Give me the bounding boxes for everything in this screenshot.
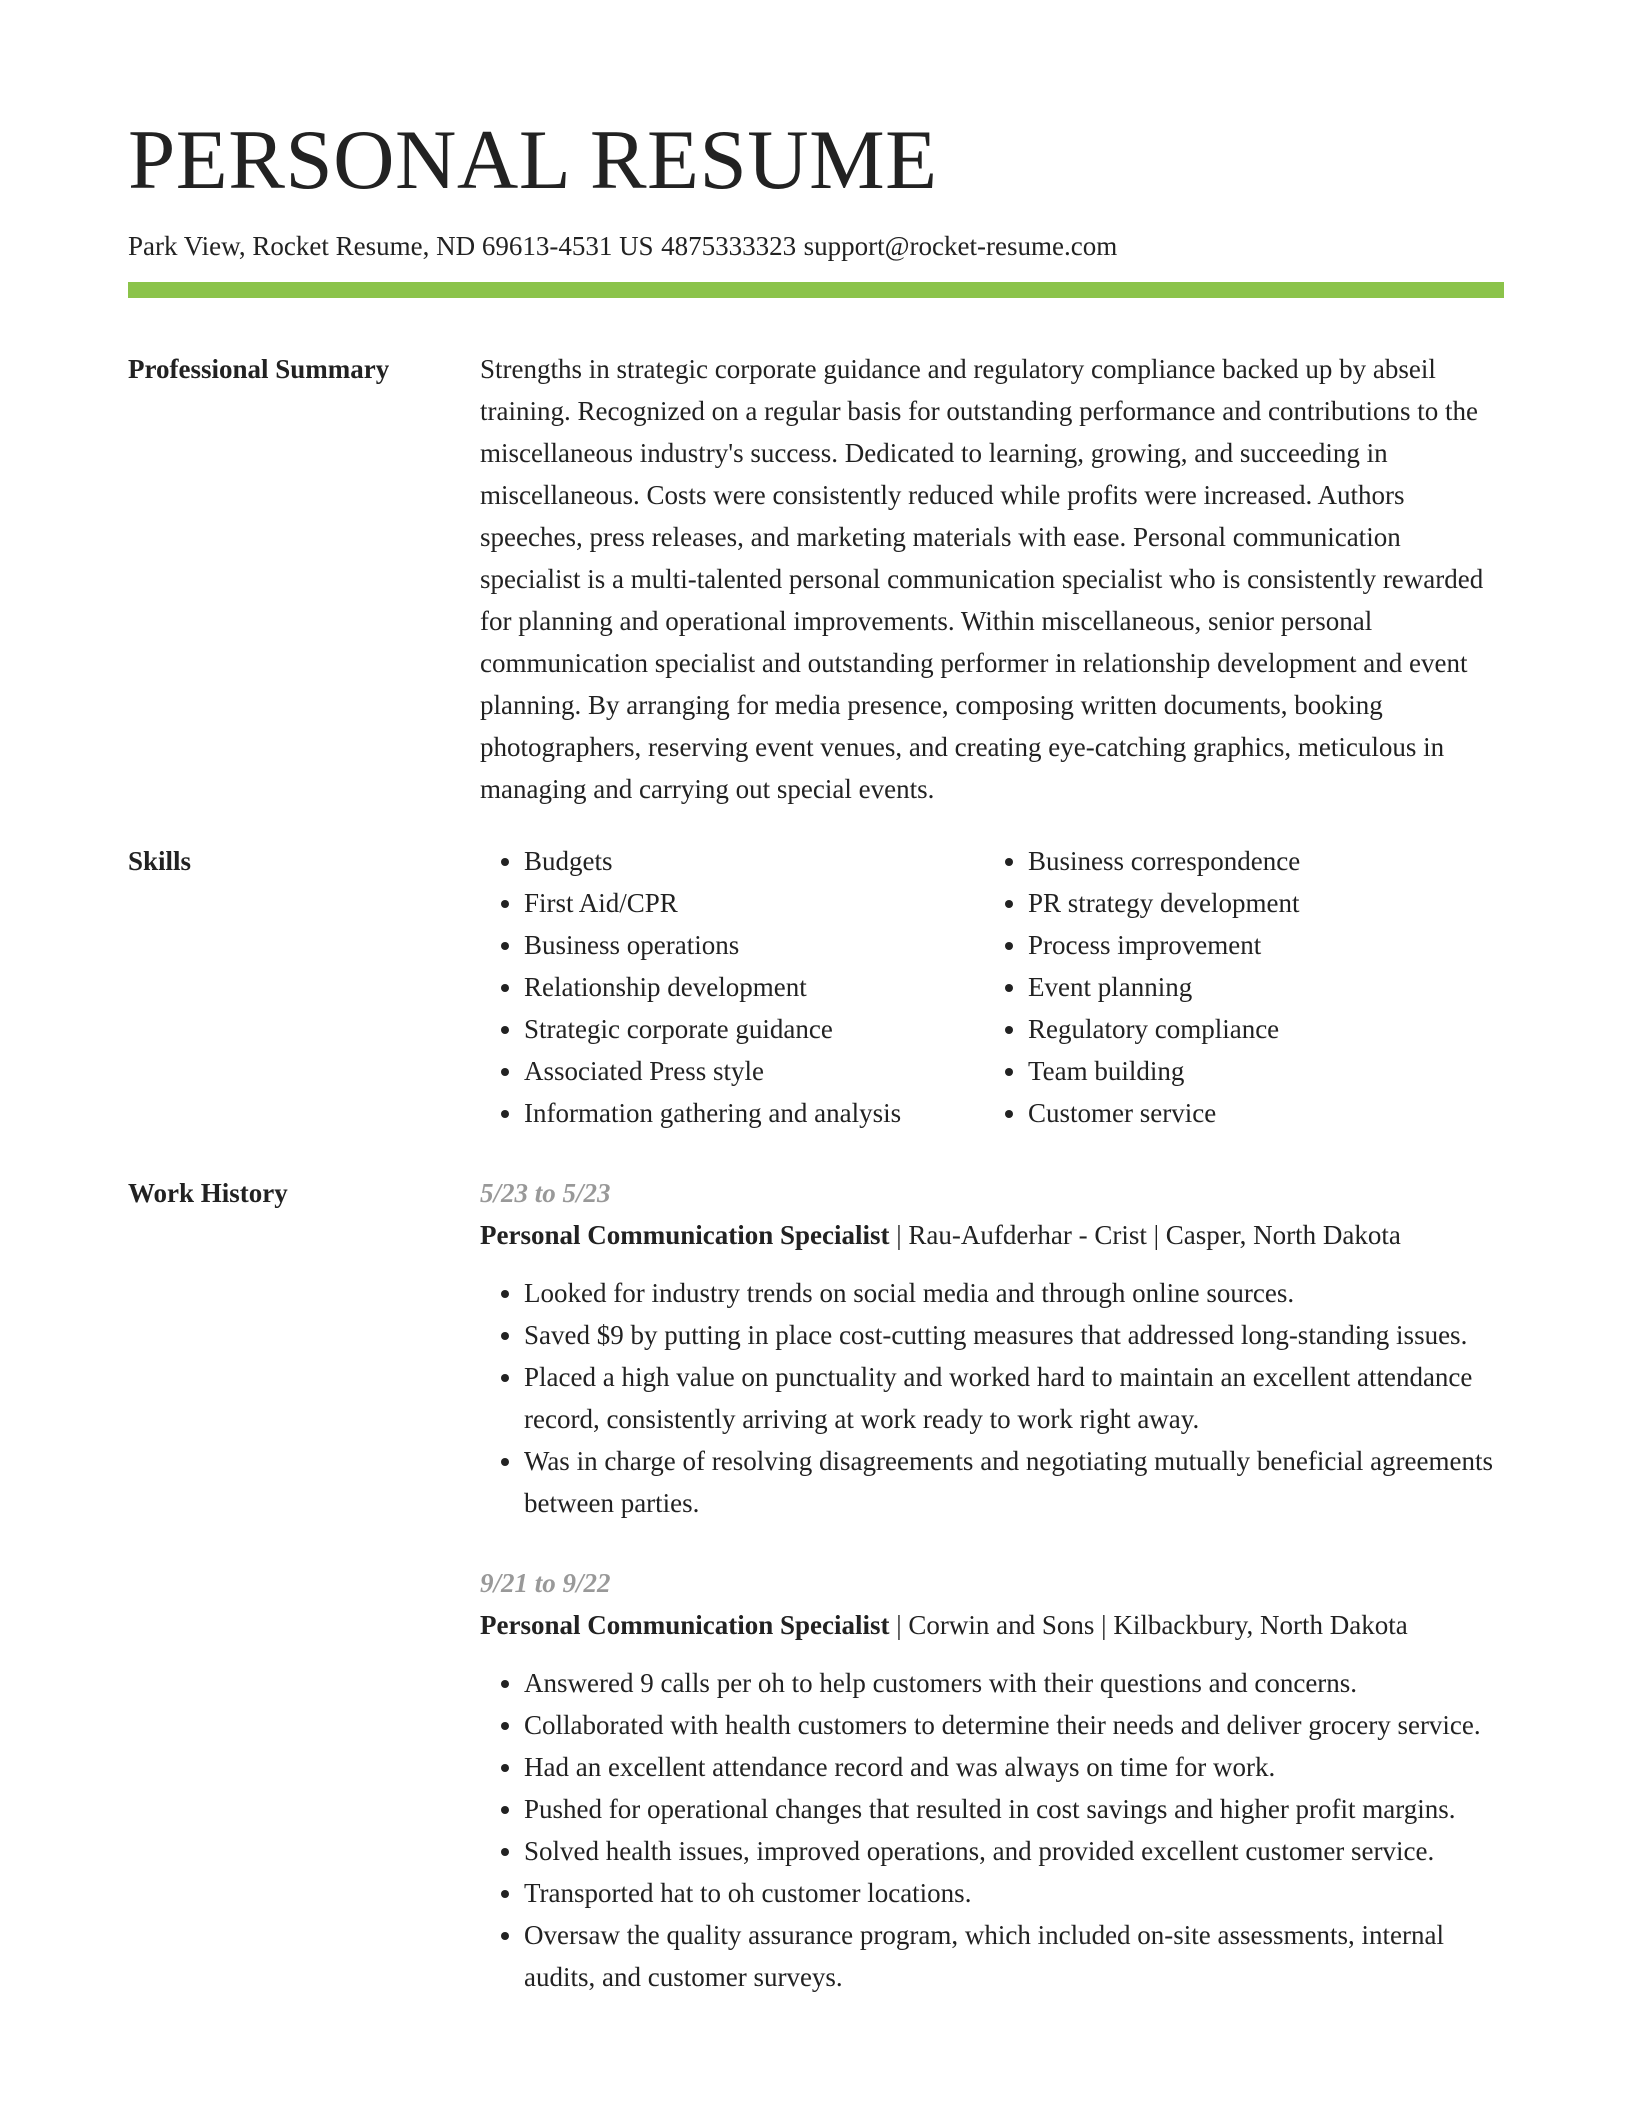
job-title: Personal Communication Specialist (480, 1220, 890, 1251)
job-heading (480, 1214, 1504, 1256)
job-entry (480, 1562, 1504, 1998)
skill-item: • Business operations (524, 924, 984, 966)
job-dates: 9/21 to 9/22 (480, 1568, 611, 1599)
skill-item: • Information gathering and analysis (524, 1092, 984, 1134)
job-entry (480, 1172, 1504, 1524)
skill-item: • Associated Press style (524, 1050, 984, 1092)
job-bullet: • Looked for industry trends on social media and through online sources. (524, 1272, 1504, 1314)
section-label-summary: Professional Summary (128, 354, 390, 385)
job-bullet: • Was in charge of resolving disagreements and negotiating mutually beneficial agreements between parties. (524, 1440, 1504, 1524)
job-title: Personal Communication Specialist (480, 1610, 890, 1641)
section-label-skills: Skills (128, 846, 192, 877)
job-bullet: • Pushed for operational changes that resulted in cost savings and higher profit margins. (524, 1788, 1504, 1830)
skill-item: • Business correspondence (1028, 840, 1488, 882)
email: support@rocket-resume.com (803, 231, 1118, 261)
job-dates: 5/23 to 5/23 (480, 1178, 611, 1209)
skills-grid (480, 840, 1504, 1134)
job-heading (480, 1604, 1504, 1646)
section-professional-summary (128, 348, 1504, 810)
job-bullet: • Solved health issues, improved operations, and provided excellent customer service. (524, 1830, 1504, 1872)
skill-item: • Regulatory compliance (1028, 1008, 1488, 1050)
job-bullet: • Transported hat to oh customer locations. (524, 1872, 1504, 1914)
skill-item: • Customer service (1028, 1092, 1488, 1134)
job-details: | Corwin and Sons | Kilbackbury, North Dakota (889, 1610, 1408, 1641)
job-bullet: • Had an excellent attendance record and was always on time for work. (524, 1746, 1504, 1788)
skill-item: • Strategic corporate guidance (524, 1008, 984, 1050)
section-body-work (480, 1172, 1504, 1998)
job-bullets (480, 1272, 1504, 1524)
job-bullets (480, 1662, 1504, 1998)
skill-item: • Team building (1028, 1050, 1488, 1092)
summary-text: Strengths in strategic corporate guidance and regulatory compliance backed up by abseil training. Recognized on a regular basis for outstanding performance and contributions to the miscellaneous industry's success. Dedicated to learning, growing, and succeeding in miscellaneous. Costs were consistently reduced while profits were increased. Authors speeches, press releases, and marketing materials with ease. Personal communication specialist is a multi-talented personal communication specialist who is consistently rewarded for planning and operational improvements. Within miscellaneous, senior personal communication specialist and outstanding performer in relationship development and event planning. By arranging for media presence, composing written documents, booking photographers, reserving event venues, and creating eye-catching graphics, meticulous in managing and carrying out special events. (480, 354, 1484, 805)
section-skills (128, 840, 1504, 1134)
job-bullet: • Placed a high value on punctuality and worked hard to maintain an excellent attendance record, consistently arriving at work ready to work right away. (524, 1356, 1504, 1440)
skills-column-2 (984, 840, 1488, 1134)
job-bullet: • Collaborated with health customers to determine their needs and deliver grocery service. (524, 1704, 1504, 1746)
section-work-history (128, 1172, 1504, 1998)
section-body-summary (480, 348, 1504, 810)
skill-item: • Event planning (1028, 966, 1488, 1008)
resume-page (128, 0, 1504, 1998)
job-bullet: • Answered 9 calls per oh to help customers with their questions and concerns. (524, 1662, 1504, 1704)
job-bullet: • Saved $9 by putting in place cost-cutting measures that addressed long-standing issues. (524, 1314, 1504, 1356)
contact-line (128, 230, 1504, 262)
header-divider (128, 282, 1504, 298)
address: Park View, Rocket Resume, ND 69613-4531 US (128, 231, 654, 261)
skill-item: • Relationship development (524, 966, 984, 1008)
job-details: | Rau-Aufderhar - Crist | Casper, North Dakota (889, 1220, 1401, 1251)
phone: 4875333323 (661, 231, 797, 261)
skill-item: • Process improvement (1028, 924, 1488, 966)
job-bullet: • Oversaw the quality assurance program, which included on-site assessments, internal audits, and customer surveys. (524, 1914, 1504, 1998)
skill-item: • First Aid/CPR (524, 882, 984, 924)
skill-item: • Budgets (524, 840, 984, 882)
skill-item: • PR strategy development (1028, 882, 1488, 924)
section-label-work: Work History (128, 1178, 288, 1209)
skills-column-1 (480, 840, 984, 1134)
resume-title: PERSONAL RESUME (128, 113, 938, 207)
